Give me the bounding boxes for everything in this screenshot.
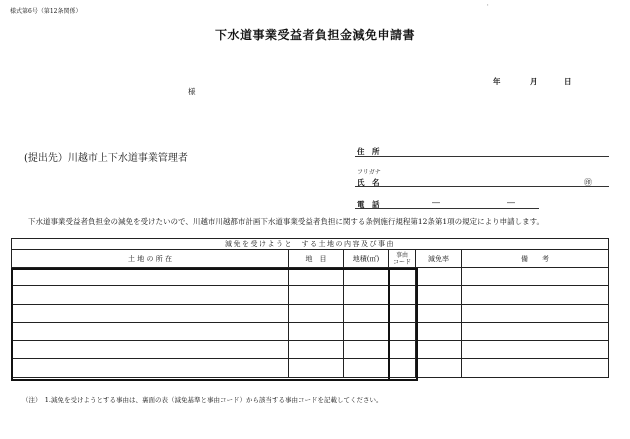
document-title: 下水道事業受益者負担金減免申請書 <box>214 28 415 42</box>
land-details-table <box>11 238 609 378</box>
reduction-rate-cell[interactable] <box>416 341 462 359</box>
col-reduction-rate: 減免率 <box>416 250 462 268</box>
location-cell[interactable] <box>12 304 289 322</box>
area-cell[interactable] <box>344 286 389 304</box>
location-cell[interactable] <box>12 286 289 304</box>
name-field[interactable] <box>355 186 609 187</box>
table-row <box>12 286 609 304</box>
land-category-cell[interactable] <box>289 286 344 304</box>
phone-label: 電 話 <box>357 200 380 209</box>
reduction-rate-cell[interactable] <box>416 322 462 340</box>
reason-code-cell[interactable] <box>389 304 416 322</box>
phone-dash-1: ― <box>432 198 440 207</box>
honorific-sama: 様 <box>188 87 196 96</box>
table-row <box>12 341 609 359</box>
location-cell[interactable] <box>12 359 289 377</box>
date-month-label: 月 <box>530 77 538 86</box>
area-cell[interactable] <box>344 268 389 286</box>
reduction-rate-cell[interactable] <box>416 359 462 377</box>
land-category-cell[interactable] <box>289 359 344 377</box>
location-cell[interactable] <box>12 341 289 359</box>
reason-code-cell[interactable] <box>389 359 416 377</box>
col-reason-code-line-1: 事由 <box>395 251 408 259</box>
remarks-cell[interactable] <box>462 359 609 377</box>
table-row <box>12 304 609 322</box>
address-field[interactable] <box>355 156 609 157</box>
phone-dash-2: ― <box>507 198 515 207</box>
furigana-label: フリガナ <box>357 169 381 176</box>
remarks-cell[interactable] <box>462 322 609 340</box>
area-cell[interactable] <box>344 359 389 377</box>
seal-mark: ㊞ <box>584 178 592 187</box>
phone-field[interactable] <box>355 208 539 209</box>
col-reason-code <box>389 250 416 268</box>
application-statement <box>12 217 612 227</box>
area-cell[interactable] <box>344 322 389 340</box>
table-row <box>12 268 609 286</box>
addressee: (提出先）川越市上下水道事業管理者 <box>24 153 188 164</box>
col-remarks: 備 考 <box>462 250 609 268</box>
col-area: 地積(㎡) <box>344 250 389 268</box>
form-number: 様式第6号（第12条関係） <box>10 8 82 15</box>
date-year-label: 年 <box>493 77 501 86</box>
reduction-rate-cell[interactable] <box>416 268 462 286</box>
statement-text: 下水道事業受益者負担金の減免を受けたいので、川越市川越都市計画下水道事業受益者負担に関する条例施行規程第12条第1項の規定により申請します。 <box>28 217 545 226</box>
col-land-category: 地 目 <box>289 250 344 268</box>
land-category-cell[interactable] <box>289 304 344 322</box>
reason-code-cell[interactable] <box>389 341 416 359</box>
corner-mark: ' <box>487 4 489 11</box>
name-label: 氏 名 <box>357 178 380 187</box>
date-day-label: 日 <box>564 77 572 86</box>
location-cell[interactable] <box>12 268 289 286</box>
land-category-cell[interactable] <box>289 268 344 286</box>
land-category-cell[interactable] <box>289 322 344 340</box>
area-cell[interactable] <box>344 341 389 359</box>
location-cell[interactable] <box>12 322 289 340</box>
land-category-cell[interactable] <box>289 341 344 359</box>
remarks-cell[interactable] <box>462 341 609 359</box>
address-label: 住 所 <box>357 147 380 156</box>
footnote: （注） 1.減免を受けようとする事由は、裏面の表（減免基準と事由コード）から該当する事由コードを記載してください。 <box>22 396 383 404</box>
col-location: 土 地 の 所 在 <box>12 250 289 268</box>
remarks-cell[interactable] <box>462 304 609 322</box>
reason-code-cell[interactable] <box>389 268 416 286</box>
col-reason-code-line-2: コード <box>392 258 411 266</box>
reduction-rate-cell[interactable] <box>416 304 462 322</box>
area-cell[interactable] <box>344 304 389 322</box>
table-row <box>12 322 609 340</box>
remarks-cell[interactable] <box>462 286 609 304</box>
reduction-rate-cell[interactable] <box>416 286 462 304</box>
reason-code-cell[interactable] <box>389 286 416 304</box>
table-row <box>12 359 609 377</box>
reason-code-cell[interactable] <box>389 322 416 340</box>
table-caption: 減免を受けようと する土地の内容及び事由 <box>12 239 609 250</box>
remarks-cell[interactable] <box>462 268 609 286</box>
